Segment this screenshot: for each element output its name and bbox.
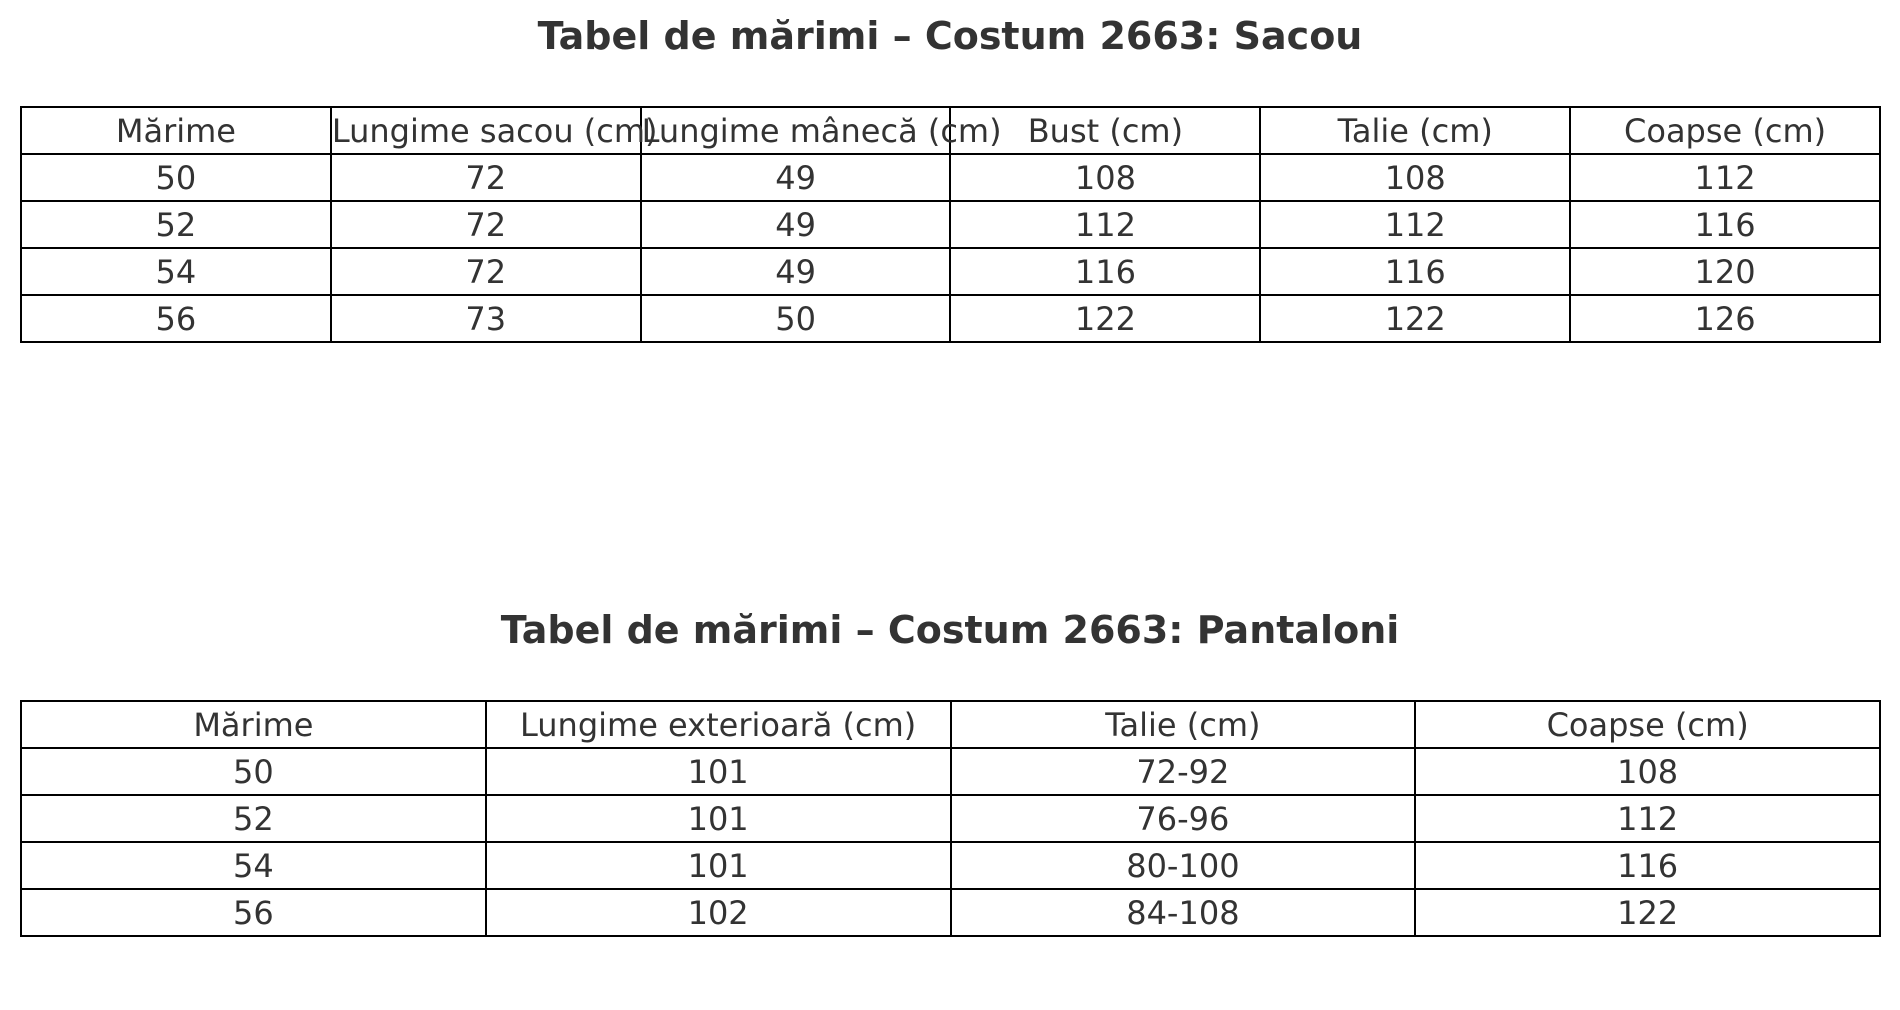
table-cell [21,201,331,248]
column-header-label: Coapse (cm) [1624,111,1827,150]
table-cell-value: 112 [1617,799,1679,838]
column-header-label: Mărime [193,705,314,744]
table-cell-value: 73 [465,299,507,338]
table-row [21,154,1880,201]
table-cell [486,795,951,842]
table-cell-value: 50 [775,299,816,338]
table-cell [1260,295,1570,342]
table-cell [331,201,641,248]
table-row [21,889,1880,936]
table-cell-value: 72-92 [1136,752,1230,791]
table-cell [951,842,1416,889]
column-header-label: Talie (cm) [1105,705,1261,744]
table-cell-value: 108 [1074,158,1136,197]
table-row [21,842,1880,889]
table-cell [1570,248,1880,295]
table-cell-value: 101 [687,799,749,838]
table-cell-value: 72 [465,158,507,197]
table-cell-value: 76-96 [1136,799,1230,838]
table-cell-value: 56 [233,893,274,932]
table-cell [331,154,641,201]
column-header [21,701,486,748]
column-header-label: Lungime sacou (cm) [331,111,658,150]
table-cell [1415,889,1880,936]
table-cell-value: 80-100 [1126,846,1240,885]
table-cell [1415,748,1880,795]
table-cell-value: 72 [465,252,507,291]
table-cell [486,889,951,936]
column-header [1415,701,1880,748]
table-cell [331,295,641,342]
table-cell [1570,154,1880,201]
table-cell-value: 49 [775,158,816,197]
column-header [951,701,1416,748]
table-cell-value: 112 [1074,205,1136,244]
table-cell-value: 101 [687,752,749,791]
table-cell-value: 122 [1074,299,1136,338]
table-cell-value: 72 [465,205,507,244]
sacou-table-title: Tabel de mărimi – Costum 2663: Sacou [537,14,1363,58]
table-cell [331,248,641,295]
table-cell [950,295,1260,342]
table-cell [21,154,331,201]
table-cell-value: 108 [1384,158,1446,197]
table-cell [950,154,1260,201]
table-row [21,248,1880,295]
table-cell-value: 49 [775,252,816,291]
table-cell [21,842,486,889]
table-cell [1260,154,1570,201]
column-header-label: Coapse (cm) [1546,705,1749,744]
table-cell-value: 126 [1694,299,1756,338]
column-header [486,701,951,748]
table-cell [1260,248,1570,295]
table-row [21,295,1880,342]
table-cell-value: 54 [155,252,197,291]
table-cell [1260,201,1570,248]
table-cell-value: 56 [155,299,197,338]
column-header-label: Bust (cm) [1027,111,1184,150]
table-cell [21,295,331,342]
table-cell-value: 108 [1617,752,1679,791]
table-header-row [21,107,1880,154]
table-cell [950,248,1260,295]
table-cell [486,842,951,889]
table-cell-value: 54 [233,846,274,885]
table-cell-value: 122 [1617,893,1679,932]
table-cell-value: 52 [155,205,197,244]
table-cell-value: 101 [687,846,749,885]
table-cell-value: 84-108 [1126,893,1240,932]
sacou-size-table [20,106,1881,343]
table-cell [641,295,951,342]
table-cell-value: 116 [1074,252,1136,291]
column-header [1570,107,1880,154]
column-header-label: Talie (cm) [1337,111,1493,150]
table-cell [21,795,486,842]
table-cell-value: 116 [1617,846,1679,885]
table-cell-value: 116 [1694,205,1756,244]
table-cell-value: 112 [1384,205,1446,244]
table-row [21,748,1880,795]
pantaloni-size-table [20,700,1881,937]
table-cell [641,248,951,295]
table-cell [1570,201,1880,248]
table-cell-value: 102 [687,893,749,932]
column-header [1260,107,1570,154]
table-cell [950,201,1260,248]
table-cell [951,889,1416,936]
column-header-label: Mărime [115,111,236,150]
table-cell-value: 52 [233,799,274,838]
column-header [21,107,331,154]
table-cell-value: 120 [1694,252,1756,291]
table-cell-value: 112 [1694,158,1756,197]
table-row [21,795,1880,842]
table-cell [21,889,486,936]
table-cell-value: 122 [1384,299,1446,338]
column-header-label: Lungime exterioară (cm) [519,705,917,744]
column-header-label: Lungime mânecă (cm) [641,111,1002,150]
table-cell-value: 50 [155,158,197,197]
pantaloni-table-title: Tabel de mărimi – Costum 2663: Pantaloni [500,608,1400,652]
table-cell-value: 116 [1384,252,1446,291]
table-cell [641,201,951,248]
column-header [331,107,658,154]
table-row [21,201,1880,248]
table-cell-value: 50 [233,752,274,791]
table-cell [951,748,1416,795]
table-cell-value: 49 [775,205,816,244]
column-header [641,107,1002,154]
table-cell [21,248,331,295]
table-cell [486,748,951,795]
table-cell [641,154,951,201]
table-cell [21,748,486,795]
table-cell [951,795,1416,842]
table-cell [1415,842,1880,889]
table-cell [1415,795,1880,842]
table-cell [1570,295,1880,342]
table-header-row [21,701,1880,748]
